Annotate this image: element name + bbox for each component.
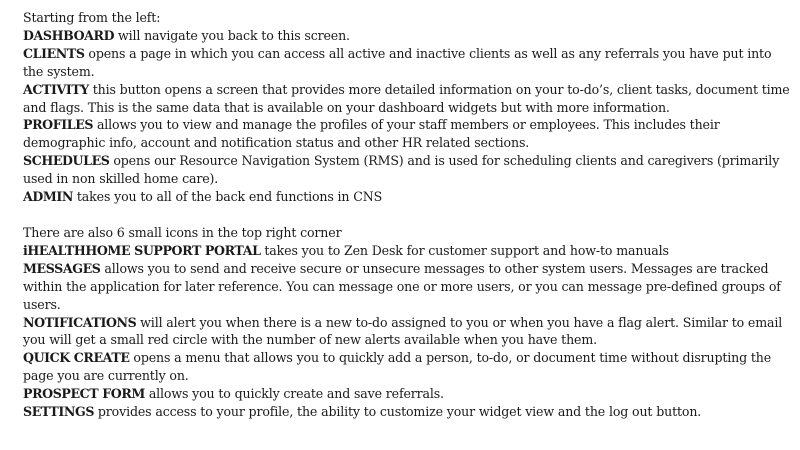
nav-item-dashboard bbox=[23, 27, 793, 45]
nav-item-activity bbox=[23, 81, 793, 117]
nav-item-admin bbox=[23, 188, 793, 206]
term-schedules: SCHEDULES bbox=[23, 153, 110, 169]
term-activity: ACTIVITY bbox=[23, 81, 89, 97]
desc-clients: opens a page in which you can access all active and inactive clients as well as any referrals you have put into the system. bbox=[23, 45, 772, 79]
desc-messages: allows you to send and receive secure or unsecure messages to other system users. Messages are tracked within the application for later reference. You can message one or more users, or you can message pre-defined groups of users. bbox=[23, 260, 781, 312]
nav-item-schedules bbox=[23, 152, 793, 188]
term-support-portal: iHEALTHHOME SUPPORT PORTAL bbox=[23, 242, 261, 258]
term-messages: MESSAGES bbox=[23, 260, 101, 276]
desc-dashboard: will navigate you back to this screen. bbox=[114, 27, 350, 43]
icon-item-prospect-form bbox=[23, 385, 793, 403]
term-quick-create: QUICK CREATE bbox=[23, 350, 130, 366]
term-prospect-form: PROSPECT FORM bbox=[23, 386, 145, 402]
icon-item-notifications bbox=[23, 314, 793, 350]
desc-quick-create: opens a menu that allows you to quickly add a person, to-do, or document time without disrupting the page you are currently on. bbox=[23, 350, 772, 384]
term-admin: ADMIN bbox=[23, 189, 74, 205]
icon-item-messages bbox=[23, 260, 793, 314]
desc-settings: provides access to your profile, the ability to customize your widget view and the log out button. bbox=[94, 404, 702, 420]
icons-intro-line: There are also 6 small icons in the top right corner bbox=[23, 224, 342, 240]
paragraph-gap bbox=[23, 206, 793, 224]
intro-line: Starting from the left: bbox=[23, 10, 161, 25]
nav-item-profiles bbox=[23, 116, 793, 152]
icon-item-quick-create bbox=[23, 349, 793, 385]
desc-support-portal: takes you to Zen Desk for customer support and how-to manuals bbox=[260, 242, 669, 258]
desc-schedules: opens our Resource Navigation System (RMS) and is used for scheduling clients and caregivers (primarily used in non skilled home care). bbox=[23, 153, 780, 187]
icon-item-settings bbox=[23, 403, 793, 421]
nav-item-clients bbox=[23, 45, 793, 81]
desc-activity: this button opens a screen that provides more detailed information on your to-do’s, client tasks, document time and flags. This is the same data that is available on your dashboard widgets but with more information. bbox=[23, 81, 790, 115]
desc-profiles: allows you to view and manage the profiles of your staff members or employees. This includes their demographic info, account and notification status and other HR related sections. bbox=[23, 117, 720, 151]
document-body bbox=[23, 9, 793, 421]
desc-prospect-form: allows you to quickly create and save referrals. bbox=[144, 386, 444, 402]
desc-notifications: will alert you when there is a new to-do assigned to you or when you have a flag alert. Similar to email you will get a small red circle with the number of new alerts available when you have them. bbox=[23, 314, 783, 348]
icon-item-support-portal bbox=[23, 242, 793, 260]
term-clients: CLIENTS bbox=[23, 45, 85, 61]
desc-admin: takes you to all of the back end functions in CNS bbox=[73, 189, 383, 205]
term-profiles: PROFILES bbox=[23, 117, 94, 133]
term-dashboard: DASHBOARD bbox=[23, 27, 115, 43]
term-settings: SETTINGS bbox=[23, 404, 95, 420]
term-notifications: NOTIFICATIONS bbox=[23, 314, 137, 330]
